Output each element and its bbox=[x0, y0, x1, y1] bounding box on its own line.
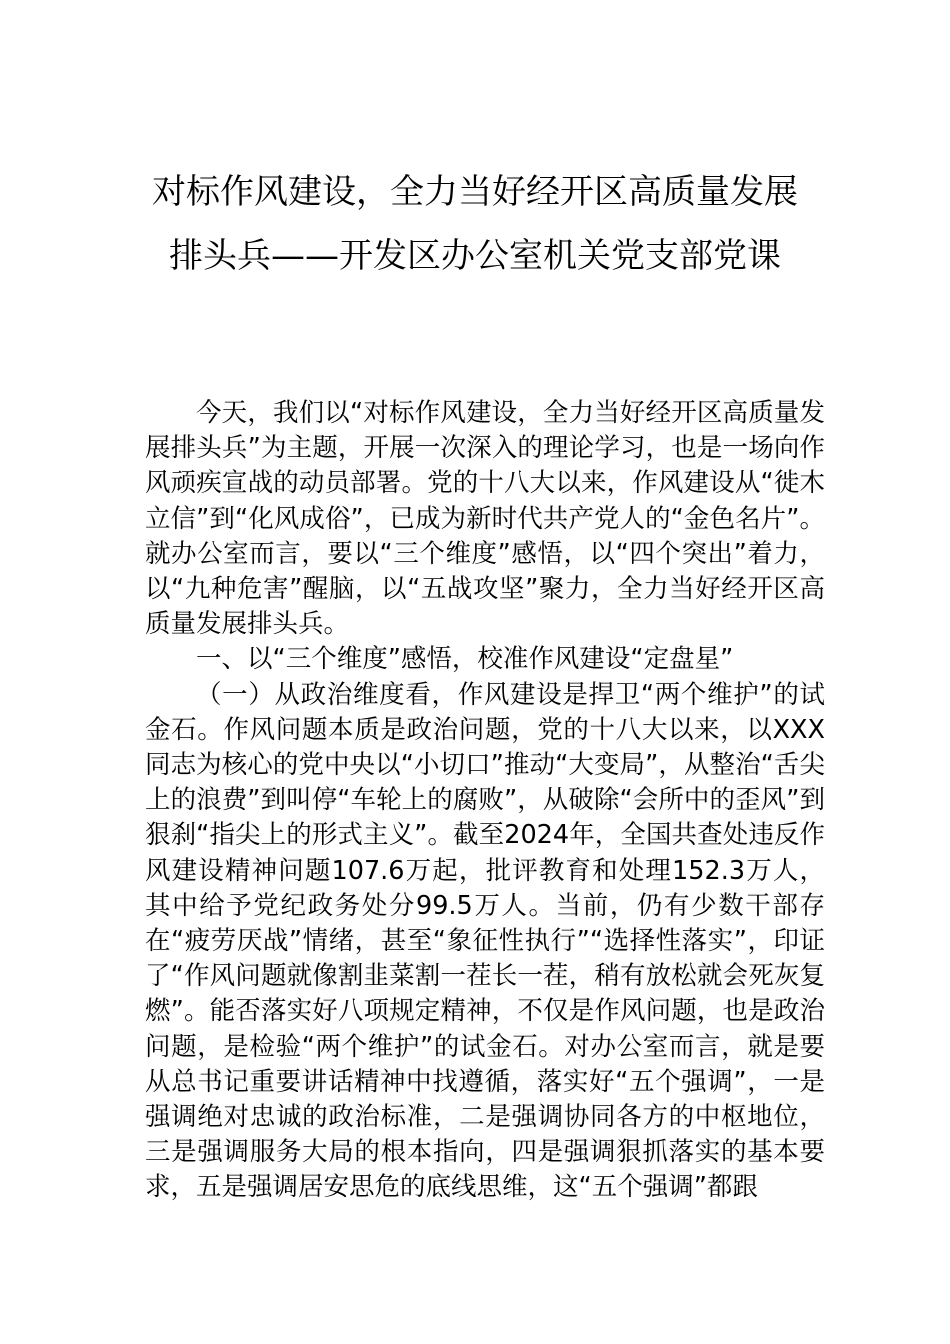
intro-paragraph: 今天，我们以“对标作风建设，全力当好经开区高质量发展排头兵”为主题，开展一次深入的理论学习，也是一场向作风顽疾宣战的动员部署。党的十八大以来，作风建设从“徙木立信”到“化风成俗”，已成为新时代共产党人的“金色名片”。就办公室而言，要以“三个维度”感悟，以“四个突出”着力，以“九种危害”醒脑，以“五战攻坚”聚力，全力当好经开区高质量发展排头兵。 bbox=[145, 398, 825, 640]
document-body bbox=[145, 396, 825, 1206]
document-title: 对标作风建设，全力当好经开区高质量发展排头兵——开发区办公室机关党支部党课 bbox=[152, 172, 798, 276]
body-paragraph: （一）从政治维度看，作风建设是捍卫“两个维护”的试金石。作风问题本质是政治问题，党的十八大以来，以XXX同志为核心的党中央以“小切口”推动“大变局”，从整治“舌尖上的浪费”到叫停“车轮上的腐败”，从破除“会所中的歪风”到狠刹“指尖上的形式主义”。截至2024年，全国共查处违反作风建设精神问题107.6万起，批评教育和处理152.3万人，其中给予党纪政务处分99.5万人。当前，仍有少数干部存在“疲劳厌战”情绪，甚至“象征性执行”“选择性落实”，印证了“作风问题就像割韭菜割一茬长一茬，稍有放松就会死灰复燃”。能否落实好八项规定精神，不仅是作风问题，也是政治问题，是检验“两个维护”的试金石。对办公室而言，就是要从总书记重要讲话精神中找遵循，落实好“五个强调”，一是强调绝对忠诚的政治标准，二是强调协同各方的中枢地位，三是强调服务大局的根本指向，四是强调狠抓落实的基本要求，五是强调居安思危的底线思维，这“五个强调”都跟 bbox=[145, 679, 825, 1203]
section-heading: 一、以“三个维度”感悟，校准作风建设“定盘星” bbox=[196, 644, 734, 675]
